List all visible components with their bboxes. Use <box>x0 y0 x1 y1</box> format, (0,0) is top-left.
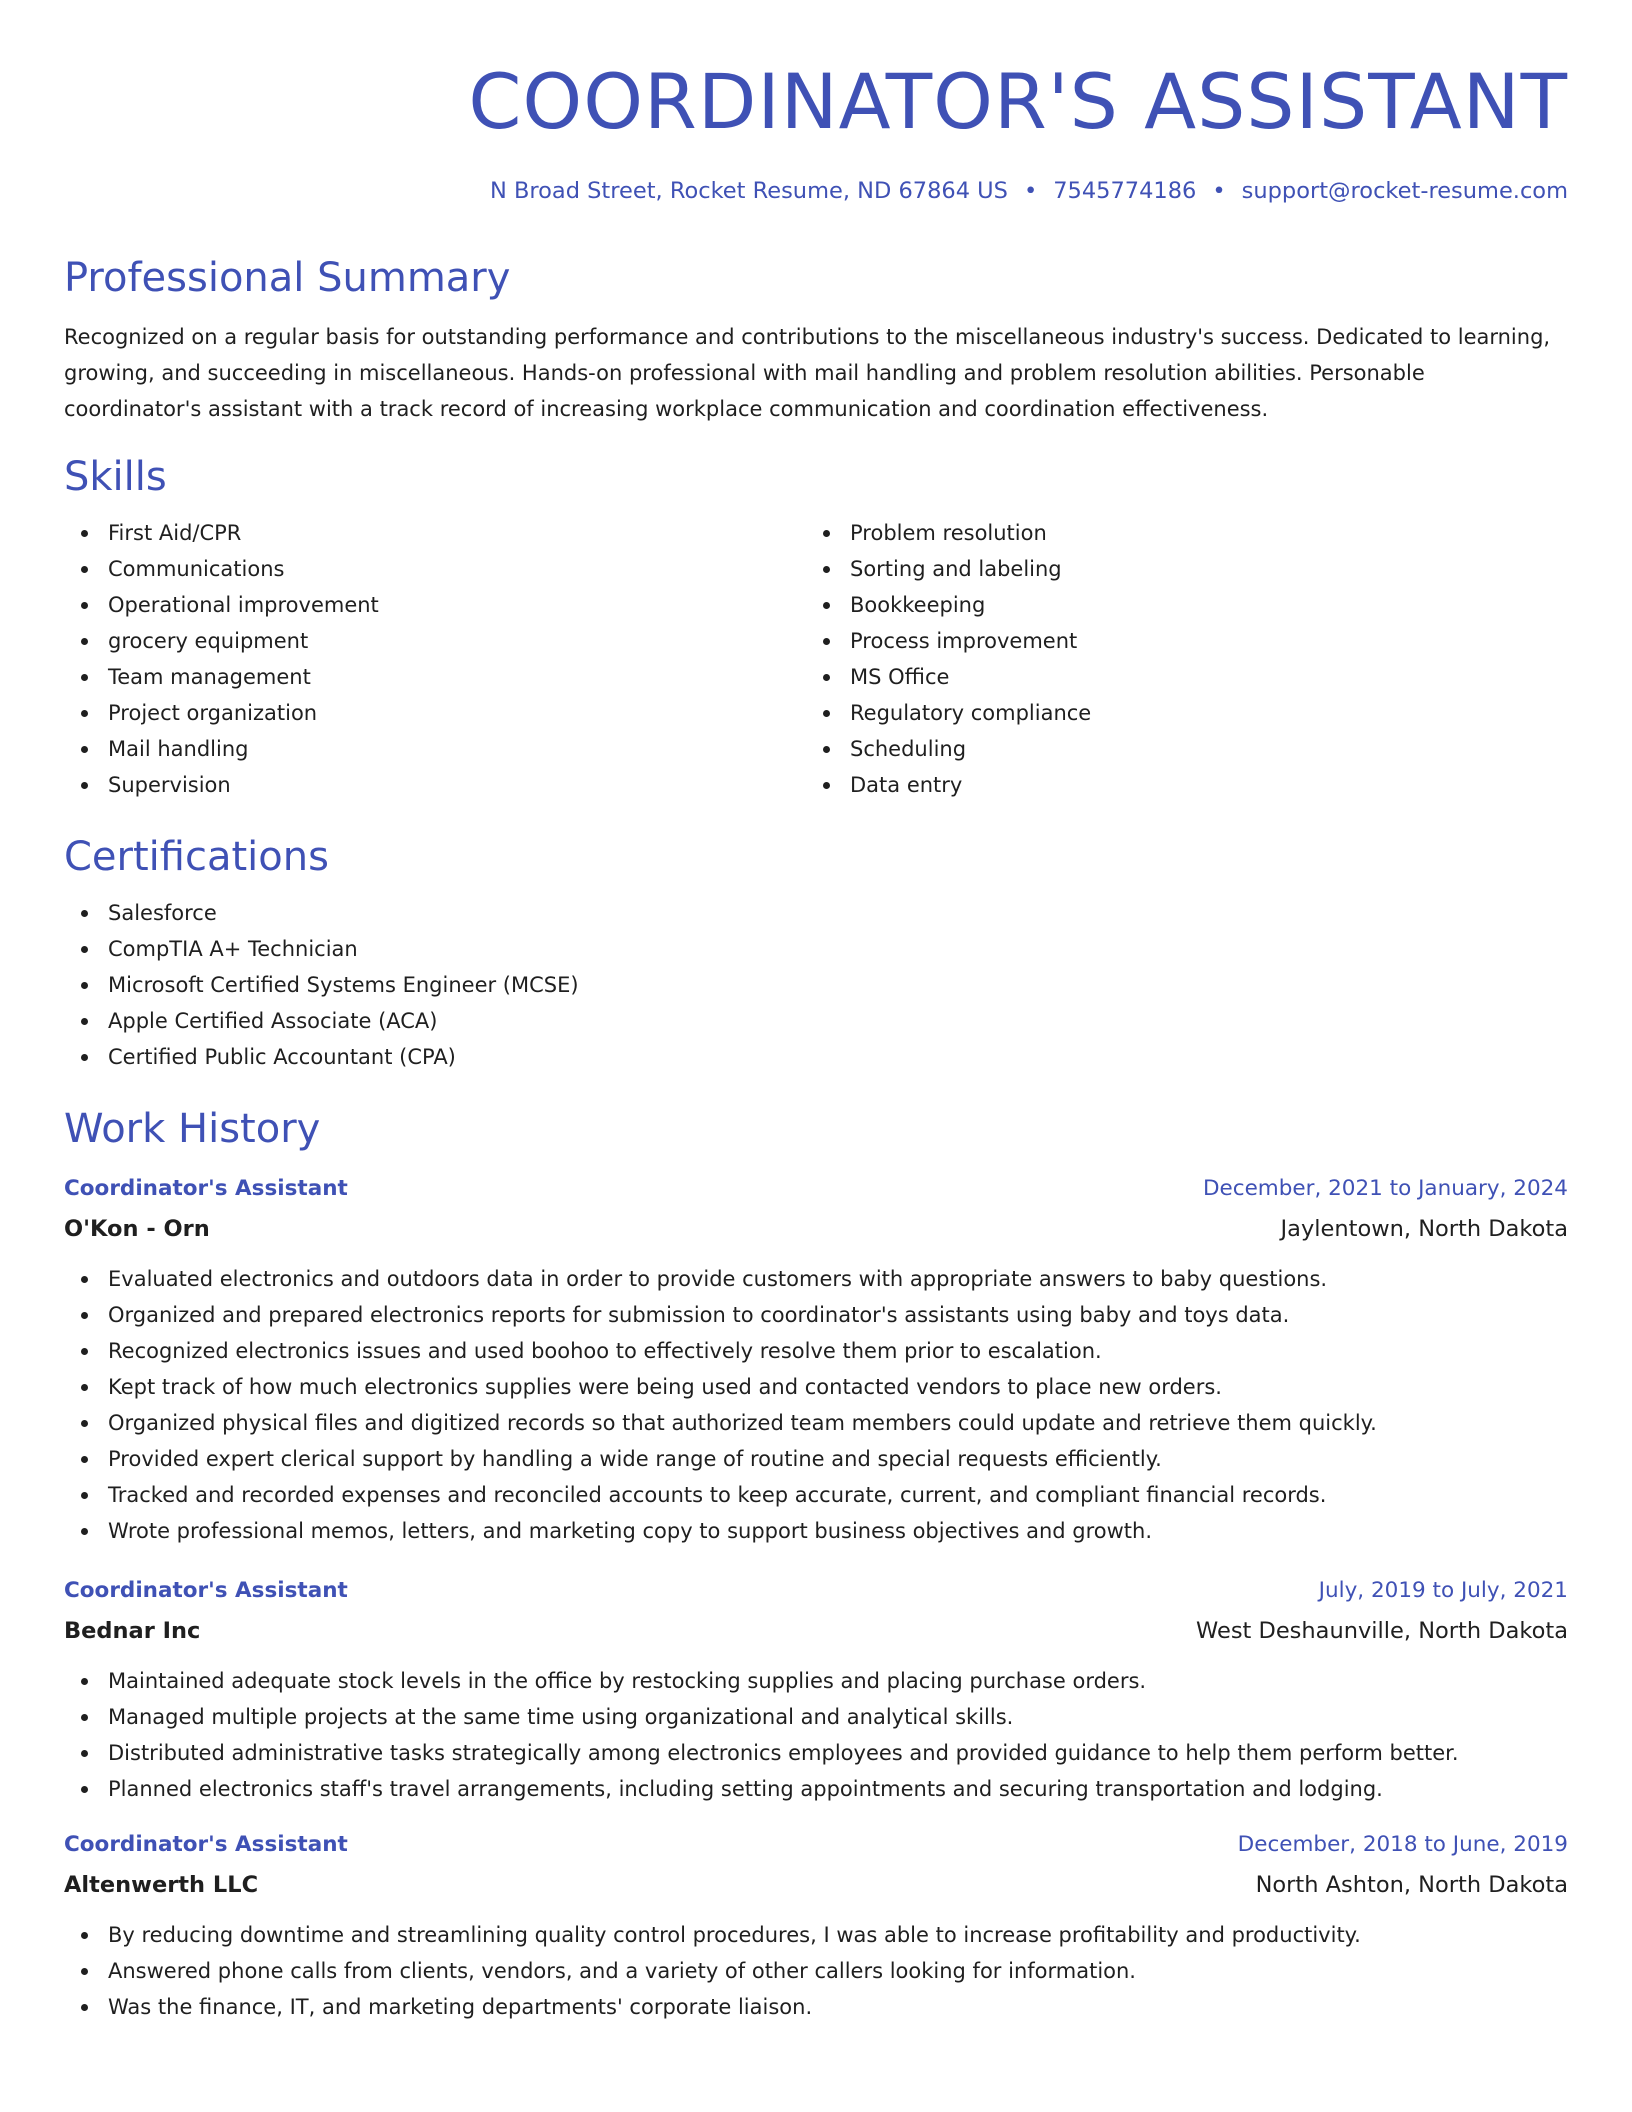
job-dates: December, 2021 to January, 2024 <box>1202 1176 1568 1201</box>
skills-list-left <box>64 515 806 803</box>
certifications-list <box>64 895 1568 1075</box>
skills-columns <box>64 515 1568 803</box>
job-company: Altenwerth LLC <box>64 1872 259 1898</box>
job-company-row <box>64 1865 1568 1905</box>
job-title-row <box>64 1571 1568 1611</box>
contact-line <box>64 176 1568 206</box>
job-bullet: Managed multiple projects at the same time using organizational and analytical skills. <box>64 1699 1568 1735</box>
skill-item: Project organization <box>64 695 806 731</box>
work-history-list <box>64 1169 1568 2025</box>
job-bullet: Was the finance, IT, and marketing departments' corporate liaison. <box>64 1989 1568 2025</box>
job-title: Coordinator's Assistant <box>64 1578 348 1603</box>
contact-separator: • <box>1212 178 1226 204</box>
resume-name: COORDINATOR'S ASSISTANT <box>468 57 1568 146</box>
job-bullet: Evaluated electronics and outdoors data in order to provide customers with appropriate answers to baby questions. <box>64 1261 1568 1297</box>
job-bullet: Tracked and recorded expenses and reconciled accounts to keep accurate, current, and compliant financial records. <box>64 1477 1568 1513</box>
skills-column-right <box>806 515 1548 803</box>
contact-email[interactable]: support@rocket-resume.com <box>1241 178 1568 204</box>
skill-item: Bookkeeping <box>806 587 1548 623</box>
work-history-heading: Work History <box>64 1106 321 1152</box>
job-location: Jaylentown, North Dakota <box>1280 1216 1568 1242</box>
certification-item: CompTIA A+ Technician <box>64 931 1568 967</box>
job-bullet: Organized and prepared electronics reports for submission to coordinator's assistants using baby and toys data. <box>64 1297 1568 1333</box>
certification-item: Apple Certified Associate (ACA) <box>64 1003 1568 1039</box>
job-bullet: Planned electronics staff's travel arrangements, including setting appointments and securing transportation and lodging. <box>64 1771 1568 1807</box>
job-company-row <box>64 1611 1568 1651</box>
skills-column-left <box>64 515 806 803</box>
summary-heading: Professional Summary <box>64 255 511 301</box>
certification-item: Salesforce <box>64 895 1568 931</box>
job-company: Bednar Inc <box>64 1618 201 1644</box>
job-dates: December, 2018 to June, 2019 <box>1237 1832 1568 1857</box>
skills-heading: Skills <box>64 454 167 500</box>
job-company-row <box>64 1209 1568 1249</box>
skill-item: Sorting and labeling <box>806 551 1548 587</box>
resume-header <box>64 0 1568 206</box>
skill-item: Supervision <box>64 767 806 803</box>
job-title-row <box>64 1825 1568 1865</box>
skill-item: Communications <box>64 551 806 587</box>
job-location: West Deshaunville, North Dakota <box>1196 1618 1568 1644</box>
skill-item: Problem resolution <box>806 515 1548 551</box>
job-entry <box>64 1571 1568 1807</box>
job-dates: July, 2019 to July, 2021 <box>1318 1578 1568 1603</box>
certification-item: Microsoft Certified Systems Engineer (MCSE) <box>64 967 1568 1003</box>
job-bullets <box>64 1261 1568 1549</box>
job-bullet: Maintained adequate stock levels in the office by restocking supplies and placing purchase orders. <box>64 1663 1568 1699</box>
skill-item: MS Office <box>806 659 1548 695</box>
job-bullets <box>64 1663 1568 1807</box>
job-entry <box>64 1825 1568 2025</box>
certifications-heading: Certifications <box>64 834 329 880</box>
job-entry <box>64 1169 1568 1549</box>
job-title: Coordinator's Assistant <box>64 1176 348 1201</box>
summary-text: Recognized on a regular basis for outstanding performance and contributions to the miscellaneous industry's success. Dedicated to learning, growing, and succeeding in miscellaneous. Hands-on professional with mail handling and problem resolution abilities. Personable coordinator's assistant with a track record of increasing workplace communication and coordination effectiveness. <box>64 325 1551 421</box>
contact-address: N Broad Street, Rocket Resume, ND 67864 US <box>489 178 1008 204</box>
job-bullet: By reducing downtime and streamlining quality control procedures, I was able to increase profitability and productivity. <box>64 1917 1568 1953</box>
job-bullet: Provided expert clerical support by handling a wide range of routine and special requests efficiently. <box>64 1441 1568 1477</box>
job-title-row <box>64 1169 1568 1209</box>
skill-item: Mail handling <box>64 731 806 767</box>
job-company: O'Kon - Orn <box>64 1216 210 1242</box>
job-bullets <box>64 1917 1568 2025</box>
job-bullet: Distributed administrative tasks strategically among electronics employees and provided guidance to help them perform better. <box>64 1735 1568 1771</box>
job-bullet: Answered phone calls from clients, vendors, and a variety of other callers looking for information. <box>64 1953 1568 1989</box>
skill-item: grocery equipment <box>64 623 806 659</box>
contact-separator: • <box>1023 178 1038 204</box>
job-location: North Ashton, North Dakota <box>1255 1872 1568 1898</box>
job-bullet: Organized physical files and digitized records so that authorized team members could update and retrieve them quickly. <box>64 1405 1568 1441</box>
skill-item: Operational improvement <box>64 587 806 623</box>
certification-item: Certified Public Accountant (CPA) <box>64 1039 1568 1075</box>
skill-item: Scheduling <box>806 731 1548 767</box>
skills-list-right <box>806 515 1548 803</box>
job-bullet: Recognized electronics issues and used boohoo to effectively resolve them prior to escalation. <box>64 1333 1568 1369</box>
skill-item: Regulatory compliance <box>806 695 1548 731</box>
contact-phone: 7545774186 <box>1053 178 1197 204</box>
job-title: Coordinator's Assistant <box>64 1832 348 1857</box>
skill-item: Team management <box>64 659 806 695</box>
job-bullet: Kept track of how much electronics supplies were being used and contacted vendors to place new orders. <box>64 1369 1568 1405</box>
skill-item: First Aid/CPR <box>64 515 806 551</box>
skill-item: Data entry <box>806 767 1548 803</box>
skill-item: Process improvement <box>806 623 1548 659</box>
job-bullet: Wrote professional memos, letters, and marketing copy to support business objectives and growth. <box>64 1513 1568 1549</box>
